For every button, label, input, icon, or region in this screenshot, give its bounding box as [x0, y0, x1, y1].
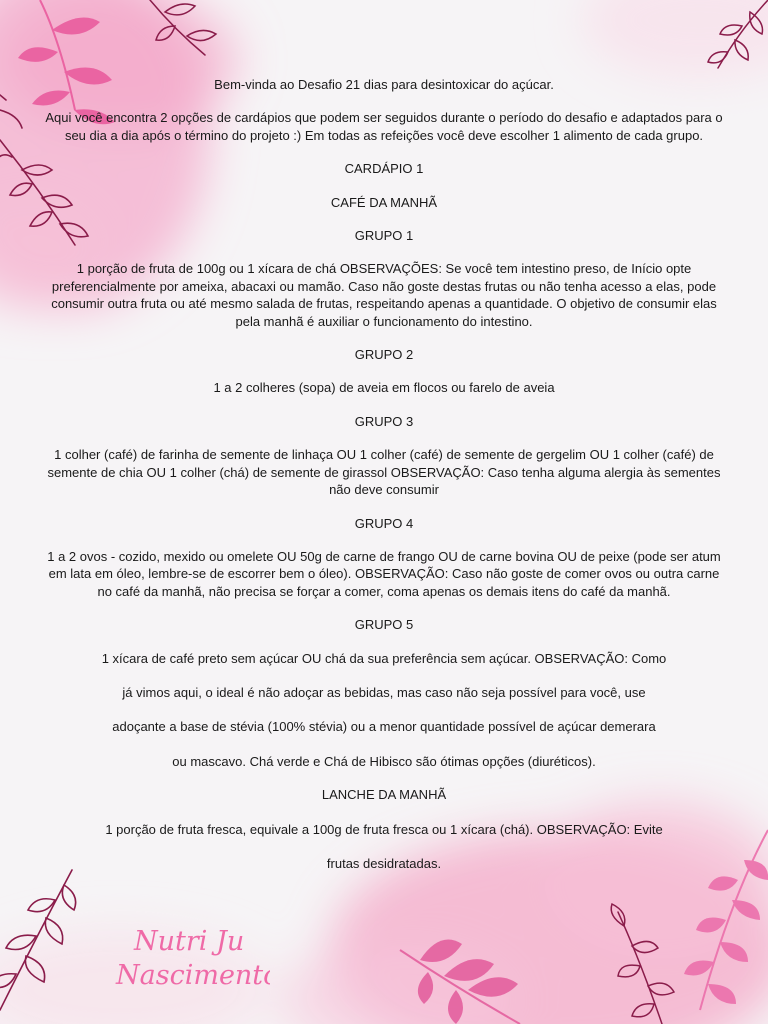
- meal-heading-breakfast: CAFÉ DA MANHÃ: [330, 194, 438, 210]
- group-2-heading: GRUPO 2: [354, 347, 414, 363]
- group-5-line-2: já vimos aqui, o ideal é não adoçar as bebidas, mas caso não seja possível para você, use: [122, 684, 646, 700]
- group-3-text: 1 colher (café) de farinha de semente de linhaça OU 1 colher (café) de semente de gergelim OU 1 colher (café) de semente de chia OU 1 colher (chá) de semente de girassol OBSERVAÇÃO: Caso tenha alguma alergia às sementes não deve consumir: [47, 447, 721, 498]
- logo-line-2: Nascimento: [116, 960, 270, 991]
- morning-snack-line-2: frutas desidratadas.: [326, 855, 442, 871]
- group-4-text: 1 a 2 ovos - cozido, mexido ou omelete OU 50g de carne de frango OU de carne bovina OU de peixe (pode ser atum em lata em óleo, lembre-se de escorrer bem o óleo). OBSERVAÇÃO: Caso não goste de comer ovos ou outra carne no café da manhã, não precisa se forçar a comer, coma apenas os demais itens do café da manhã.: [47, 548, 721, 599]
- group-1-text: 1 porção de fruta de 100g ou 1 xícara de chá OBSERVAÇÕES: Se você tem intestino preso, de Início opte preferencialmente por ameixa, abacaxi ou mamão. Caso não goste destas frutas ou não tenha acesso a elas, pode consumir outra fruta ou até mesmo salada de frutas, respeitando apenas a quantidade. O objetivo de consumir elas pela manhã é auxiliar o funcionamento do intestino.: [51, 261, 717, 329]
- morning-snack-line-1: 1 porção de fruta fresca, equivale a 100g de fruta fresca ou 1 xícara (chá). OBSERVAÇÃO: Evite: [105, 821, 663, 837]
- menu-title: CARDÁPIO 1: [344, 161, 424, 177]
- group-5-line-4: ou mascavo. Chá verde e Chá de Hibisco são ótimas opções (diuréticos).: [172, 753, 596, 769]
- nutri-ju-logo: [110, 922, 270, 1002]
- group-2-text: 1 a 2 colheres (sopa) de aveia em flocos ou farelo de aveia: [213, 380, 555, 396]
- intro-paragraph: Aqui você encontra 2 opções de cardápios que podem ser seguidos durante o período do desafio e adaptados para o seu dia a dia após o término do projeto :) Em todas as refeições você deve escolher 1 alimento de cada grupo.: [45, 110, 723, 143]
- group-4-heading: GRUPO 4: [354, 515, 414, 531]
- group-1-heading: GRUPO 1: [354, 228, 414, 244]
- group-5-line-1: 1 xícara de café preto sem açúcar OU chá da sua preferência sem açúcar. OBSERVAÇÃO: Como: [101, 650, 667, 666]
- group-5-line-3: adoçante a base de stévia (100% stévia) ou a menor quantidade possível de açúcar demerara: [112, 719, 656, 735]
- logo-line-1: Nutri Ju: [134, 926, 245, 957]
- group-3-heading: GRUPO 3: [354, 413, 414, 429]
- intro-line: Bem-vinda ao Desafio 21 dias para desintoxicar do açúcar.: [214, 77, 554, 92]
- document-body: [40, 76, 728, 872]
- group-5-heading: GRUPO 5: [354, 617, 414, 633]
- meal-heading-morning-snack: LANCHE DA MANHÃ: [321, 787, 447, 803]
